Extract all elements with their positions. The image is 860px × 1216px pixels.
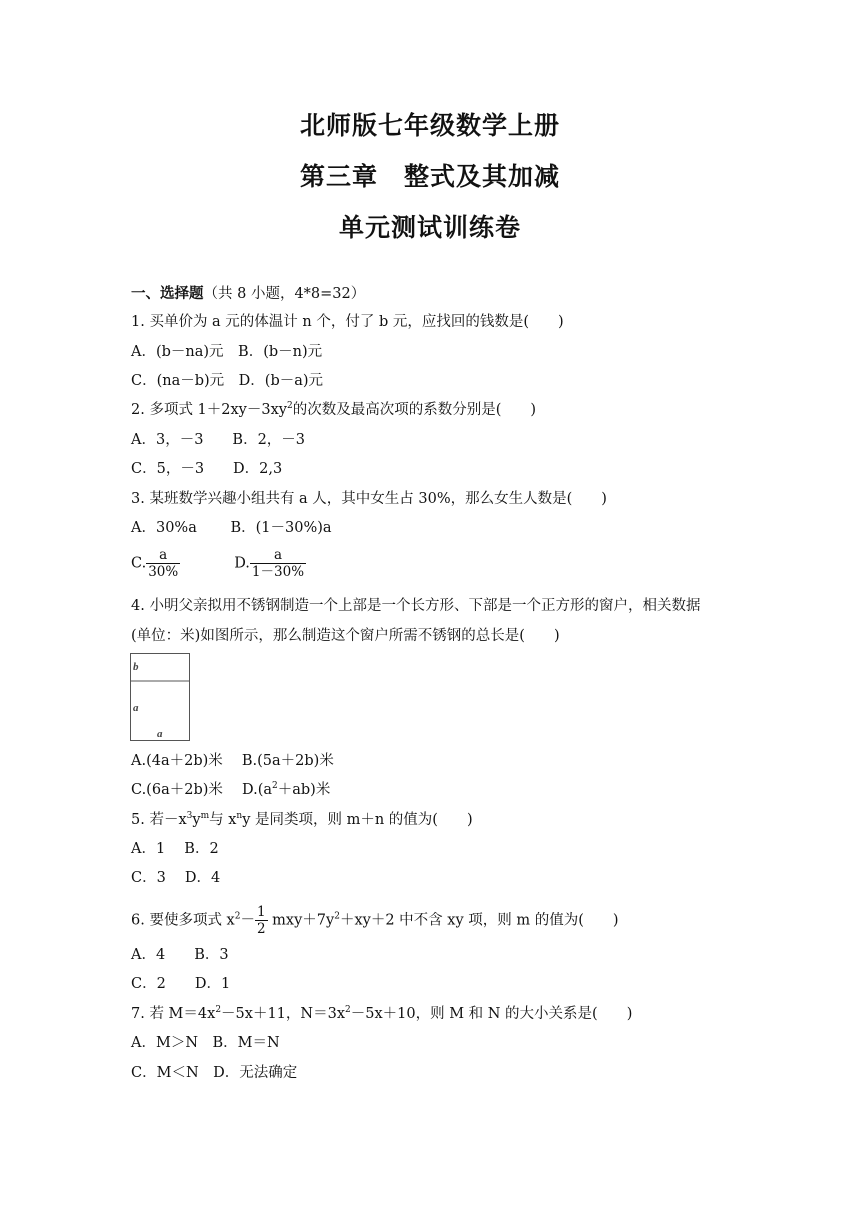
fraction-numerator: 1 bbox=[256, 904, 266, 920]
q6-text: － bbox=[240, 912, 255, 929]
q5-text: 与 x bbox=[209, 812, 237, 828]
window-figure bbox=[130, 653, 190, 741]
q2-options-row1: A．3，－3 B．2，－3 bbox=[131, 432, 306, 448]
q3-options-row1: A．30%a B．(1－30%)a bbox=[131, 520, 332, 536]
window-diagram bbox=[130, 653, 190, 741]
q6-options-row1: A．4 B．3 bbox=[131, 947, 229, 963]
q3-option-c-label: C. bbox=[131, 555, 147, 572]
q5-options-row2: C．3 D．4 bbox=[131, 870, 221, 886]
q2-exponent: 2 bbox=[286, 401, 293, 411]
q5-text: 5. 若－x bbox=[131, 812, 187, 828]
q2-stem-part: 2. 多项式 1＋2xy－3xy bbox=[131, 402, 287, 418]
fraction-numerator: a bbox=[146, 547, 180, 564]
q6-text: 6. 要使多项式 x bbox=[131, 912, 235, 929]
q2-stem-part: 的次数及最高次项的系数分别是( ) bbox=[292, 402, 537, 418]
q7-stem bbox=[131, 1004, 632, 1024]
q6-options-row2: C．2 D．1 bbox=[131, 976, 231, 992]
q4-option-text: C.(6a＋2b)米 D.(a bbox=[131, 782, 273, 798]
fraction-denominator: 30% bbox=[148, 564, 179, 580]
label-a-bottom: a bbox=[157, 728, 163, 740]
q5-exponent: 3 bbox=[186, 811, 193, 821]
q3-option-c-fraction bbox=[146, 547, 180, 580]
q5-options-row1: A．1 B．2 bbox=[131, 841, 219, 857]
doc-title-line3: 单元测试训练卷 bbox=[338, 213, 521, 242]
q2-stem bbox=[131, 400, 536, 420]
q3-option-d-label: D. bbox=[234, 555, 250, 572]
q2-options-row2: C．5，－3 D．2,3 bbox=[131, 461, 283, 477]
section-note: （共 8 小题，4*8=32） bbox=[203, 286, 366, 302]
fraction-denominator: 2 bbox=[256, 921, 266, 937]
q4-options-row1: A.(4a＋2b)米 B.(5a＋2b)米 bbox=[131, 753, 334, 769]
q7-text: －5x＋10，则 M 和 N 的大小关系是( ) bbox=[350, 1006, 633, 1022]
q5-exponent: n bbox=[236, 811, 243, 821]
q7-text: －5x＋11，N＝3x bbox=[221, 1006, 345, 1022]
q7-options-row1: A．M＞N B．M＝N bbox=[131, 1035, 280, 1051]
q5-exponent: m bbox=[200, 811, 210, 821]
q5-text: y 是同类项，则 m＋n 的值为( ) bbox=[242, 812, 473, 828]
q6-text: ＋xy＋2 中不含 xy 项，则 m 的值为( ) bbox=[339, 912, 619, 929]
q4-exponent: 2 bbox=[272, 781, 278, 791]
label-a-side: a bbox=[133, 702, 139, 714]
q4-options-row2 bbox=[131, 780, 330, 800]
q5-text: y bbox=[192, 812, 201, 828]
label-b: b bbox=[133, 661, 139, 673]
section-heading bbox=[131, 284, 365, 304]
q6-stem bbox=[131, 904, 619, 937]
q3-option-d-fraction bbox=[250, 547, 306, 580]
q1-stem: 1. 买单价为 a 元的体温计 n 个，付了 b 元，应找回的钱数是( ) bbox=[131, 314, 564, 330]
doc-title-line1: 北师版七年级数学上册 bbox=[299, 111, 560, 140]
q7-options-row2: C．M＜N D．无法确定 bbox=[131, 1065, 298, 1081]
fraction-numerator: a bbox=[250, 547, 306, 564]
q4-stem-line2: (单位：米)如图所示，那么制造这个窗户所需不锈钢的总长是( ) bbox=[131, 628, 560, 644]
q6-exponent: 2 bbox=[334, 911, 340, 922]
q6-exponent: 2 bbox=[234, 911, 241, 922]
q4-option-text: ＋ab)米 bbox=[277, 782, 331, 798]
q1-options-row2: C．(na－b)元 D．(b－a)元 bbox=[131, 373, 324, 389]
q7-text: 7. 若 M＝4x bbox=[131, 1006, 216, 1022]
q7-exponent: 2 bbox=[215, 1005, 222, 1015]
q4-stem-line1: 4. 小明父亲拟用不锈钢制造一个上部是一个长方形、下部是一个正方形的窗户，相关数据 bbox=[131, 598, 701, 614]
q6-text: mxy＋7y bbox=[267, 912, 335, 929]
q3-stem: 3. 某班数学兴趣小组共有 a 人，其中女生占 30%，那么女生人数是( ) bbox=[131, 491, 607, 507]
fraction-denominator: 1－30% bbox=[251, 564, 305, 580]
q5-stem bbox=[131, 810, 473, 830]
doc-title-line2: 第三章 整式及其加减 bbox=[299, 162, 560, 191]
q1-options-row1: A．(b－na)元 B．(b－n)元 bbox=[131, 344, 323, 360]
q3-options-row2 bbox=[131, 547, 306, 580]
q7-exponent: 2 bbox=[345, 1005, 351, 1015]
q6-fraction bbox=[255, 904, 268, 937]
section-title: 一、选择题 bbox=[131, 286, 204, 302]
